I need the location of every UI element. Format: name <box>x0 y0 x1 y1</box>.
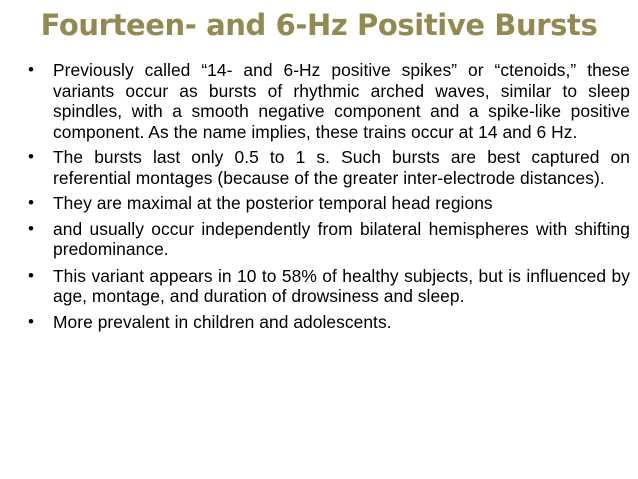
bullet-item <box>28 193 630 214</box>
bullet-text: This variant appears in 10 to 58% of healthy subjects, but is influenced by age, montage, and duration of drowsiness and sleep. <box>53 265 630 306</box>
bullet-text: They are maximal at the posterior temporal head regions <box>53 193 493 213</box>
bullet-item <box>28 312 630 333</box>
bullet-item <box>28 219 630 260</box>
bullet-item <box>28 60 630 142</box>
bullet-dot-icon: • <box>28 311 35 331</box>
bullet-dot-icon: • <box>28 60 35 79</box>
bullet-text: Previously called “14- and 6-Hz positive spikes” or “ctenoids,” these variants occur as bursts of rhythmic arched waves, similar to sleep spindles, with a smooth negative component and a spike-like positive component. As the name implies, these trains occur at 14 and 6 Hz. <box>53 60 630 142</box>
bullet-text: The bursts last only 0.5 to 1 s. Such bursts are best captured on referential montages (because of the greater inter-electrode distances). <box>53 147 630 188</box>
bullet-item <box>28 147 630 188</box>
bullet-item <box>28 266 630 307</box>
bullet-text: More prevalent in children and adolescents. <box>53 311 392 332</box>
bullet-dot-icon: • <box>28 265 35 285</box>
slide-title: Fourteen- and 6-Hz Positive Bursts <box>40 8 598 42</box>
bullet-dot-icon: • <box>28 193 35 212</box>
bullet-dot-icon: • <box>28 218 35 238</box>
bullet-text: and usually occur independently from bilateral hemispheres with shifting predominance. <box>53 218 630 259</box>
bullet-dot-icon: • <box>28 147 35 166</box>
bullet-list <box>28 60 630 336</box>
